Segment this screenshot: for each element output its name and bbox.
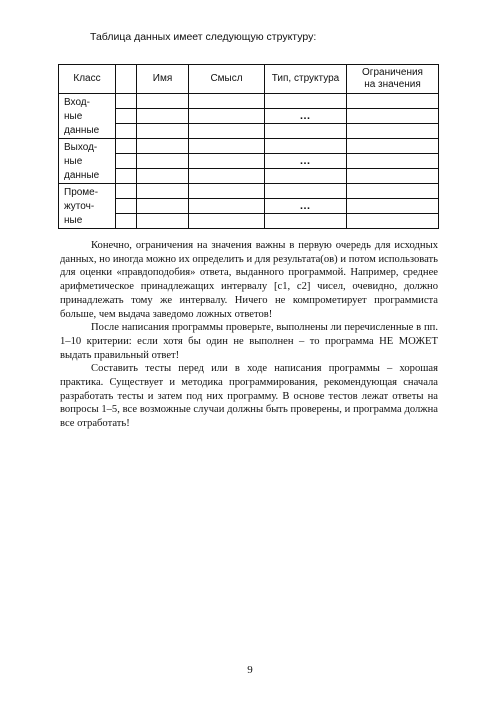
header-class: Класс — [59, 65, 116, 94]
table-row — [59, 109, 439, 124]
class-line: ные — [64, 111, 83, 122]
header-limits-line1: Ограничения — [362, 67, 423, 78]
table-row — [59, 94, 439, 109]
body-text — [60, 239, 438, 431]
class-line: Выход- — [64, 142, 98, 153]
class-line: данные — [64, 125, 100, 136]
header-meaning: Смысл — [189, 65, 265, 94]
table-intro: Таблица данных имеет следующую структуру: — [90, 31, 317, 43]
header-name: Имя — [137, 65, 189, 94]
header-blank — [116, 65, 137, 94]
class-line: ные — [64, 215, 83, 226]
paragraph-testing: Составить тесты перед или в ходе написания программы – хорошая практика. Существует и методика программирования, рекомендующая сначала разработать тесты и затем под них программу. В основе тестов лежат ответы на вопросы 1–5, все возможные случаи должны быть проверены, и программа должна все отработать! — [60, 363, 438, 430]
ellipsis-cell: … — [265, 199, 347, 214]
table-row — [59, 184, 439, 199]
class-line: ные — [64, 156, 83, 167]
page-number: 9 — [247, 664, 253, 676]
class-line: данные — [64, 170, 100, 181]
table-row — [59, 154, 439, 169]
table-row — [59, 214, 439, 229]
header-type: Тип, структура — [265, 65, 347, 94]
class-line: жуточ- — [64, 201, 95, 212]
table-row — [59, 139, 439, 154]
class-line: Проме- — [64, 187, 99, 198]
header-limits — [347, 65, 439, 94]
ellipsis-cell: … — [265, 154, 347, 169]
paragraph-constraints: Конечно, ограничения на значения важны в первую очередь для исходных данных, но иногда можно их определить и для результата(ов) и потом использовать для оценки «правдоподобия» ответа, выданного программой. Например, среднее арифметическое принадлежащих интервалу [c1, c2] чисел, очевидно, должно принадлежать тому же интервалу. Ничего не компрометирует программиста больше, чем выдача заведомо ложных ответов! — [60, 240, 438, 320]
class-output-data — [59, 139, 116, 184]
class-input-data — [59, 94, 116, 139]
paragraph-criteria-check: После написания программы проверьте, выполнены ли перечисленные в пп. 1–10 критерии: если хотя бы один не выполнен – то программа НЕ МОЖЕТ выдать правильный ответ! — [60, 322, 438, 361]
table-header-row — [59, 65, 439, 94]
table-row — [59, 124, 439, 139]
data-structure-table — [58, 64, 439, 229]
ellipsis-cell: … — [265, 109, 347, 124]
table-row — [59, 169, 439, 184]
header-limits-line2: на значения — [364, 79, 421, 90]
class-line: Вход- — [64, 97, 90, 108]
table-row — [59, 199, 439, 214]
class-intermediate-data — [59, 184, 116, 229]
